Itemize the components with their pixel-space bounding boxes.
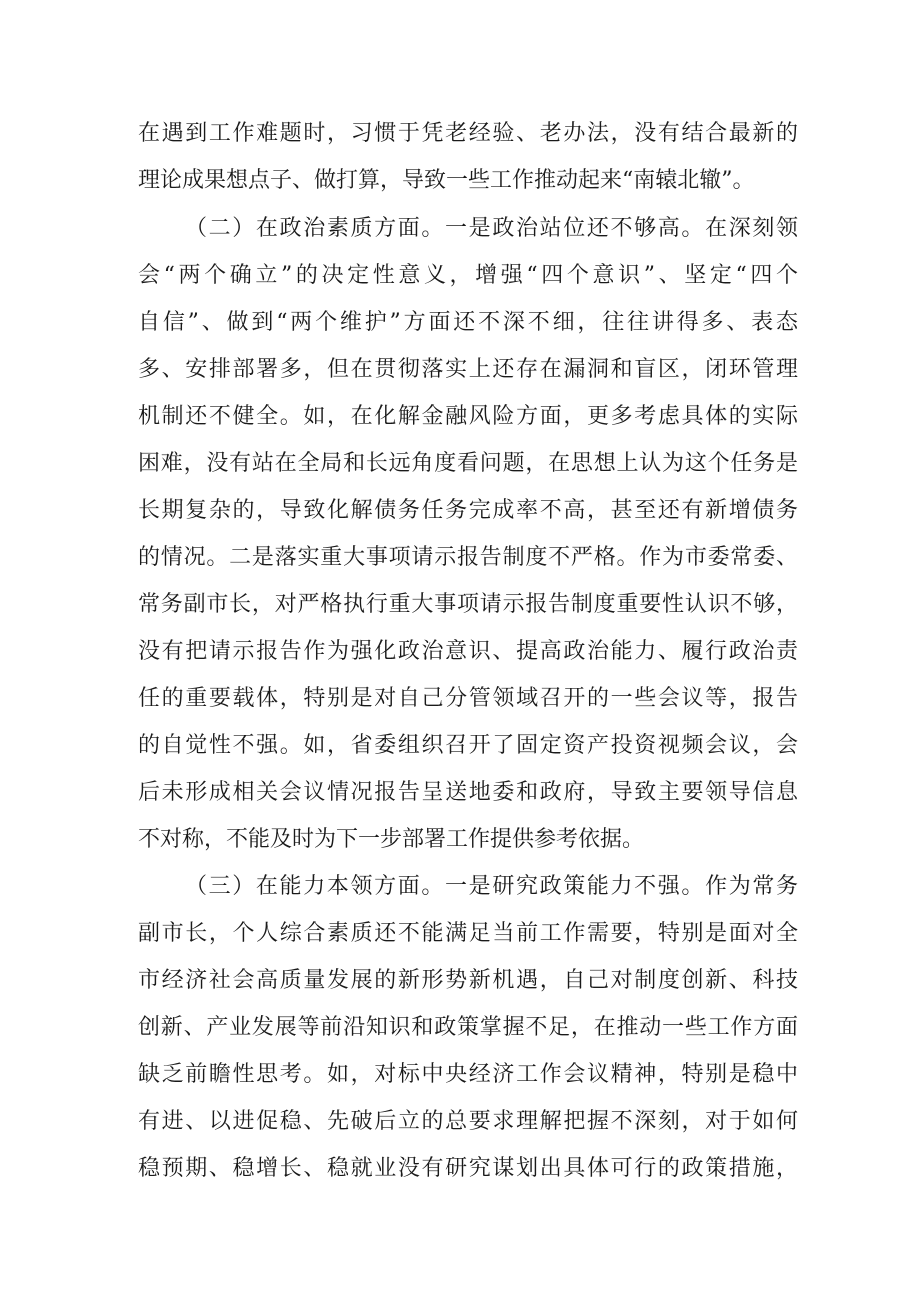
- text-line: 不对称，不能及时为下一步部署工作提供参考依据。: [138, 827, 645, 852]
- text-line: 副市长，个人综合素质还不能满足当前工作需要，特别是面对全: [138, 921, 798, 946]
- text-line: 常务副市长，对严格执行重大事项请示报告制度重要性认识不够，: [138, 592, 798, 617]
- text-line: 的自觉性不强。如，省委组织召开了固定资产投资视频会议，会: [138, 733, 798, 758]
- text-line: 多、安排部署多，但在贯彻落实上还存在漏洞和盲区，闭环管理: [138, 357, 798, 382]
- text-line: 没有把请示报告作为强化政治意识、提高政治能力、履行政治责: [138, 639, 798, 664]
- text-line: 缺乏前瞻性思考。如，对标中央经济工作会议精神，特别是稳中: [138, 1062, 798, 1087]
- text-line: 困难，没有站在全局和长远角度看问题，在思想上认为这个任务是: [138, 451, 798, 476]
- text-line: 任的重要载体，特别是对自己分管领域召开的一些会议等，报告: [138, 686, 798, 711]
- text-line: 的情况。二是落实重大事项请示报告制度不严格。作为市委常委、: [138, 545, 798, 570]
- text-line: 会“两个确立”的决定性意义，增强“四个意识”、坚定“四个: [138, 263, 798, 288]
- text-line: 长期复杂的，导致化解债务任务完成率不高，甚至还有新增债务: [138, 498, 798, 523]
- text-line: 创新、产业发展等前沿知识和政策掌握不足，在推动一些工作方面: [138, 1015, 798, 1040]
- text-line: 机制还不健全。如，在化解金融风险方面，更多考虑具体的实际: [138, 404, 798, 429]
- text-line: 理论成果想点子、做打算，导致一些工作推动起来“南辕北辙”。: [138, 168, 755, 193]
- section-heading-line: （三）在能力本领方面。一是研究政策能力不强。作为常务: [185, 874, 798, 899]
- text-line: 有进、以进促稳、先破后立的总要求理解把握不深刻，对于如何: [138, 1109, 798, 1134]
- text-line: 自信”、做到“两个维护”方面还不深不细，往往讲得多、表态: [138, 310, 798, 335]
- text-line: 市经济社会高质量发展的新形势新机遇，自己对制度创新、科技: [138, 968, 798, 993]
- text-line: 在遇到工作难题时，习惯于凭老经验、老办法，没有结合最新的: [138, 121, 798, 146]
- text-line: 稳预期、稳增长、稳就业没有研究谋划出具体可行的政策措施，: [138, 1156, 798, 1181]
- text-line: 后未形成相关会议情况报告呈送地委和政府，导致主要领导信息: [138, 780, 798, 805]
- section-heading-line: （二）在政治素质方面。一是政治站位还不够高。在深刻领: [185, 216, 798, 241]
